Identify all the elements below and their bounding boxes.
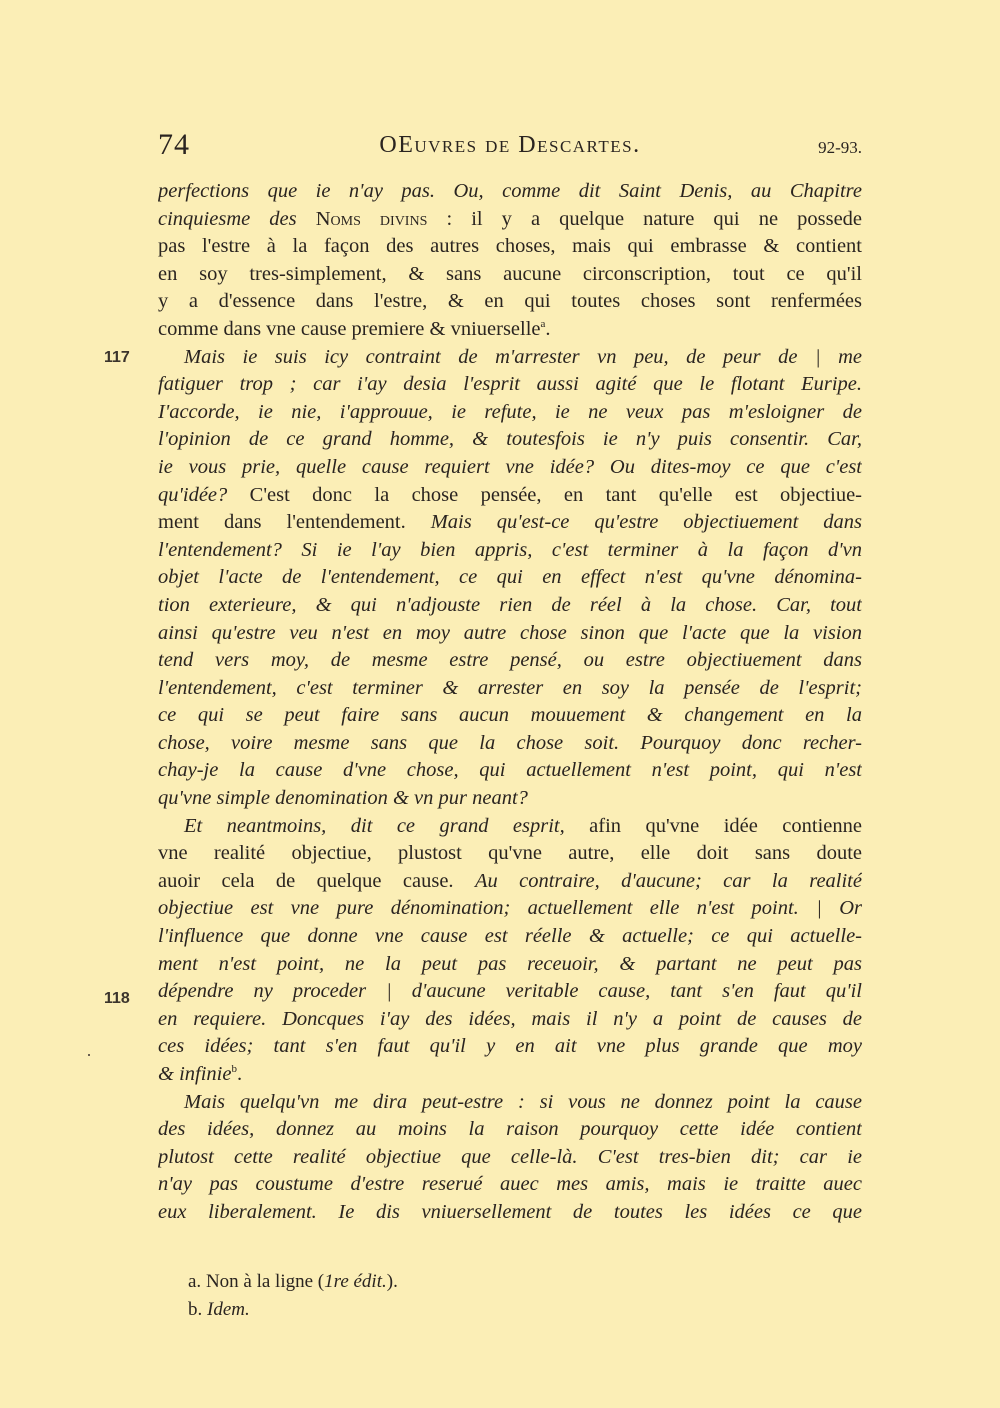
text-segment: plutost cette realité objectiue que celle-là. C'est tres-bien dit; car ie: [158, 1145, 862, 1168]
text-line: [158, 813, 862, 841]
text-segment: en soy tres-simplement, & sans aucune circonscription, tout ce qu'il: [158, 262, 862, 285]
text-line: & infinie$^b$.: [158, 1063, 243, 1085]
footnote-text: Non à la ligne (: [205, 1271, 325, 1292]
text-segment: auoir cela de quelque cause.: [158, 869, 475, 892]
text-segment: y a d'essence dans l'estre, & en qui toutes choses sont renfermées: [158, 290, 862, 313]
text-segment: l'influence que donne vne cause est réelle & actuelle; ce qui actuelle-: [158, 925, 862, 948]
text-segment: Mais ie suis icy contraint de m'arrester vn peu, de peur de | me: [184, 345, 862, 368]
text-line: [158, 482, 862, 510]
margin-number: 118: [104, 990, 130, 1007]
text-segment: Mais quelqu'vn me dira peut-estre : si vous ne donnez point la cause: [184, 1090, 862, 1113]
text-line: [158, 1144, 862, 1172]
text-segment: l'opinion de ce grand homme, & toutesfois ie n'y puis consentir. Car,: [158, 428, 862, 451]
text-line: [158, 1116, 862, 1144]
text-line: [158, 1033, 862, 1061]
text-segment: & infinie: [158, 1063, 232, 1085]
text-line: [158, 261, 862, 289]
footnote: [188, 1268, 398, 1296]
text-segment: objet l'acte de l'entendement, ce qui en effect n'est qu'vne dénomina-: [158, 566, 862, 589]
text-segment: Noms divins: [315, 207, 428, 230]
text-line: [158, 288, 862, 316]
text-segment: n'ay pas coustume d'estre reserué auec mes amis, mais ie traitte auec: [158, 1173, 862, 1196]
footnote: [188, 1296, 398, 1324]
text-segment: comme dans vne cause premiere & vniuerselle: [158, 317, 541, 340]
text-line: [158, 675, 862, 703]
text-segment: ie vous prie, quelle cause requiert vne idée? Ou dites-moy ce que c'est: [158, 455, 862, 478]
text-segment: I'accorde, ie nie, i'approuue, ie refute, ie ne veux pas m'esloigner de: [158, 400, 862, 423]
text-segment: ainsi qu'estre veu n'est en moy autre chose sinon que l'acte que la vision: [158, 621, 862, 644]
text-line: [158, 178, 862, 206]
text-segment: chose, voire mesme sans que la chose soit. Pourquoy donc recher-: [158, 731, 862, 754]
text-line: [158, 620, 862, 648]
text-segment: Au contraire, d'aucune; car la realité: [474, 869, 862, 892]
stray-dot: [88, 1054, 90, 1056]
text-segment: l'entendement? Si ie l'ay bien appris, c'est terminer à la façon d'vn: [158, 538, 862, 561]
text-line: [158, 537, 862, 565]
text-segment: eux liberalement. Ie dis vniuersellement de toutes les idées ce que: [158, 1200, 862, 1223]
text-segment: pas l'estre à la façon des autres choses, mais qui embrasse & contient: [158, 235, 862, 258]
text-line: [158, 1171, 862, 1199]
footnote-ref: b: [231, 1063, 237, 1076]
text-segment: qu'idée?: [158, 483, 250, 506]
text-line: [158, 647, 862, 675]
text-segment: fatiguer trop ; car i'ay desia l'esprit aussi agité que le flotant Euripe.: [158, 373, 862, 396]
text-segment: ment n'est point, ne la peut pas receuoir, & partant ne peut pas: [158, 952, 862, 975]
text-line: [158, 206, 862, 234]
folio-range: 92-93.: [818, 138, 862, 157]
text-segment: dépendre ny proceder | d'aucune veritable cause, tant s'en faut qu'il: [158, 980, 862, 1003]
text-segment: l'entendement, c'est terminer & arrester en soy la pensée de l'esprit;: [158, 676, 862, 699]
text-segment: cinquiesme des: [158, 207, 316, 230]
text-segment: chay-je la cause d'vne chose, qui actuellement n'est point, qui n'est: [158, 759, 862, 782]
text-line: [158, 785, 862, 813]
text-line: [158, 426, 862, 454]
text-line: comme dans vne cause premiere & vniuerselle$^a$.: [158, 317, 551, 340]
margin-number: 117: [104, 349, 130, 366]
text-segment: ce qui se peut faire sans aucun mouuement & changement en la: [158, 704, 862, 727]
text-segment: perfections que ie n'ay pas. Ou, comme dit Saint Denis, au Chapitre: [158, 180, 862, 202]
text-segment: vne realité objectiue, plustost qu'vne autre, elle doit sans doute: [158, 842, 862, 865]
text-line: [158, 1089, 862, 1117]
footnote-close: ).: [386, 1271, 398, 1292]
text-line: [158, 978, 862, 1006]
text-line: [158, 509, 862, 537]
footnote-ref: a: [540, 318, 546, 331]
text-line: [158, 399, 862, 427]
text-segment: qu'vne simple denomination & vn pur neant?: [158, 787, 528, 810]
footnote-marker: b.: [188, 1299, 203, 1320]
text-segment: : il y a quelque nature qui ne possede: [427, 207, 862, 230]
page-header: [158, 128, 862, 168]
text-line: [158, 895, 862, 923]
page-number: 74: [158, 128, 190, 161]
running-title: OEuvres de Descartes.: [379, 132, 641, 158]
text-segment: tend vers moy, de mesme estre pensé, ou estre objectiuement dans: [158, 649, 862, 672]
text-line: [158, 840, 862, 868]
footnote-text: Idem.: [207, 1299, 250, 1320]
text-segment: Mais qu'est-ce qu'estre objectiuement dans: [430, 511, 862, 534]
text-line: [158, 951, 862, 979]
footnote-edition: 1re édit.: [324, 1271, 387, 1292]
footnotes: [188, 1268, 398, 1324]
text-line: [158, 1006, 862, 1034]
text-segment: ces idées; tant s'en faut qu'il y en ait vne plus grande que moy: [158, 1035, 862, 1058]
text-segment: objectiue est vne pure dénomination; actuellement elle n'est point. | Or: [158, 897, 862, 920]
text-segment: C'est donc la chose pensée, en tant qu'elle est objectiue-: [249, 483, 862, 506]
text-line: [158, 344, 862, 372]
text-line: [158, 454, 862, 482]
text-line: [158, 730, 862, 758]
text-segment: afin qu'vne idée contienne: [589, 814, 862, 837]
text-line: [158, 923, 862, 951]
text-segment: Et neantmoins, dit ce grand esprit,: [184, 814, 590, 837]
text-segment: en requiere. Doncques i'ay des idées, mais il n'y a point de causes de: [158, 1007, 862, 1030]
body-text: [158, 178, 862, 1227]
text-line: [158, 1199, 862, 1227]
text-line: [158, 592, 862, 620]
text-line: [158, 868, 862, 896]
footnote-marker: a.: [188, 1271, 202, 1292]
text-line: [158, 702, 862, 730]
text-segment: des idées, donnez au moins la raison pourquoy cette idée contient: [158, 1118, 862, 1141]
text-line: [158, 564, 862, 592]
text-segment: tion exterieure, & qui n'adjouste rien de réel à la chose. Car, tout: [158, 593, 862, 616]
text-line: [158, 757, 862, 785]
text-line: [158, 233, 862, 261]
text-line: [158, 371, 862, 399]
text-segment: ment dans l'entendement.: [158, 511, 431, 534]
